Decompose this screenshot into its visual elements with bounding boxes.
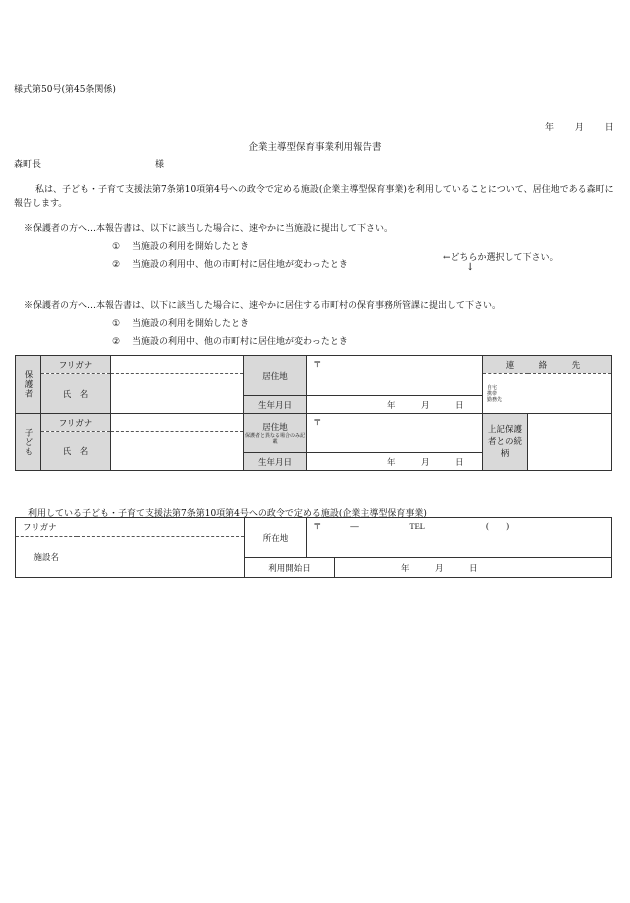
date-month: 月 <box>574 123 584 133</box>
guardian-label: 保護者 <box>23 370 33 399</box>
relation-label: 上記保護者との続柄 <box>483 414 528 471</box>
note-facility: ※保護者の方へ…本報告書は、以下に該当した場合に、速やかに当施設に提出して下さい。 <box>24 224 394 234</box>
item-text: 当施設の利用を開始したとき <box>132 242 250 252</box>
tel-label: TEL <box>409 521 425 531</box>
child-birthdate-label: 生年月日 <box>244 453 307 471</box>
note1-item-2 <box>112 257 348 270</box>
item-number: ② <box>112 337 121 347</box>
facility-address-input[interactable] <box>307 518 612 558</box>
guardian-furigana-label: フリガナ <box>41 356 111 374</box>
guardian-furigana-input[interactable] <box>111 356 244 374</box>
facility-furigana-label: フリガナ <box>16 518 77 537</box>
facility-address-label: 所在地 <box>245 518 307 558</box>
start-date-input[interactable]: 年 月 日 <box>335 558 612 578</box>
child-label: 子ども <box>23 427 33 457</box>
date-day: 日 <box>604 123 614 133</box>
postal-mark: 〒 <box>313 522 322 532</box>
guardian-address-label: 居住地 <box>244 356 307 396</box>
postal-mark: 〒 <box>313 360 322 370</box>
item-text: 当施設の利用中、他の市町村に居住地が変わったとき <box>132 337 348 347</box>
form-number: 様式第50号(第45条関係) <box>14 85 116 95</box>
arrow-down-icon: ↓ <box>466 262 475 273</box>
child-address-input[interactable] <box>307 414 483 453</box>
tel-paren: ( ) <box>485 522 510 532</box>
facility-name-label: 施設名 <box>16 537 77 578</box>
date-line <box>545 120 614 133</box>
item-number: ① <box>112 242 121 252</box>
choose-hint: ←どちらか選択して下さい。 <box>443 253 559 263</box>
recipient: 森町長 <box>14 160 42 170</box>
contact-type-mobile: 携帯 <box>487 390 498 397</box>
facility-furigana-input[interactable] <box>77 518 245 537</box>
note-municipality: ※保護者の方へ…本報告書は、以下に該当した場合に、速やかに居住する市町村の保育事務所管課に提出して下さい。 <box>24 301 502 311</box>
note1-item-1 <box>112 239 249 252</box>
child-address-title: 居住地 <box>262 423 288 433</box>
facility-name-input[interactable] <box>77 537 245 578</box>
postal-dash: ― <box>350 522 359 532</box>
child-birthdate-input[interactable]: 年 月 日 <box>307 453 483 471</box>
child-furigana-label: フリガナ <box>41 414 111 432</box>
note2-item-1 <box>112 316 249 329</box>
item-text: 当施設の利用を開始したとき <box>132 319 250 329</box>
child-label-cell <box>16 414 41 471</box>
child-address-note: 保護者と異なる場合のみ記載 <box>244 433 305 445</box>
contact-header: 連 絡 先 <box>483 356 612 374</box>
guardian-birthdate-input[interactable]: 年 月 日 <box>307 396 483 414</box>
honorific: 様 <box>155 160 165 170</box>
guardian-label-cell <box>16 356 41 414</box>
item-number: ① <box>112 319 121 329</box>
contact-type-work: 勤務先 <box>487 396 503 403</box>
guardian-name-input[interactable] <box>111 374 244 414</box>
item-text: 当施設の利用中、他の市町村に居住地が変わったとき <box>132 260 348 270</box>
child-name-label: 氏 名 <box>41 432 111 471</box>
document-title: 企業主導型保育事業利用報告書 <box>248 142 382 153</box>
guardian-birthdate-label: 生年月日 <box>244 396 307 414</box>
guardian-name-label: 氏 名 <box>41 374 111 414</box>
facility-table <box>15 517 612 578</box>
relation-input[interactable] <box>528 414 612 471</box>
date-year: 年 <box>545 123 555 133</box>
child-furigana-input[interactable] <box>111 414 244 432</box>
note2-item-2 <box>112 334 348 347</box>
contact-input[interactable] <box>483 374 612 414</box>
child-address-label <box>244 414 307 453</box>
facility-heading: 利用している子ども・子育て支援法第7条第10項第4号への政令で定める施設(企業主導型保育事業) <box>28 509 427 519</box>
guardian-address-input[interactable] <box>307 356 483 396</box>
statement: 私は、子ども・子育て支援法第7条第10項第4号への政令で定める施設(企業主導型保育事業)を利用していることについて、居住地である森町に報告します。 <box>14 185 614 209</box>
item-number: ② <box>112 260 121 270</box>
postal-mark: 〒 <box>313 418 322 428</box>
child-name-input[interactable] <box>111 432 244 471</box>
contact-type-home: 自宅 <box>487 384 498 391</box>
start-date-label: 利用開始日 <box>245 558 335 578</box>
guardian-child-table <box>15 355 612 471</box>
